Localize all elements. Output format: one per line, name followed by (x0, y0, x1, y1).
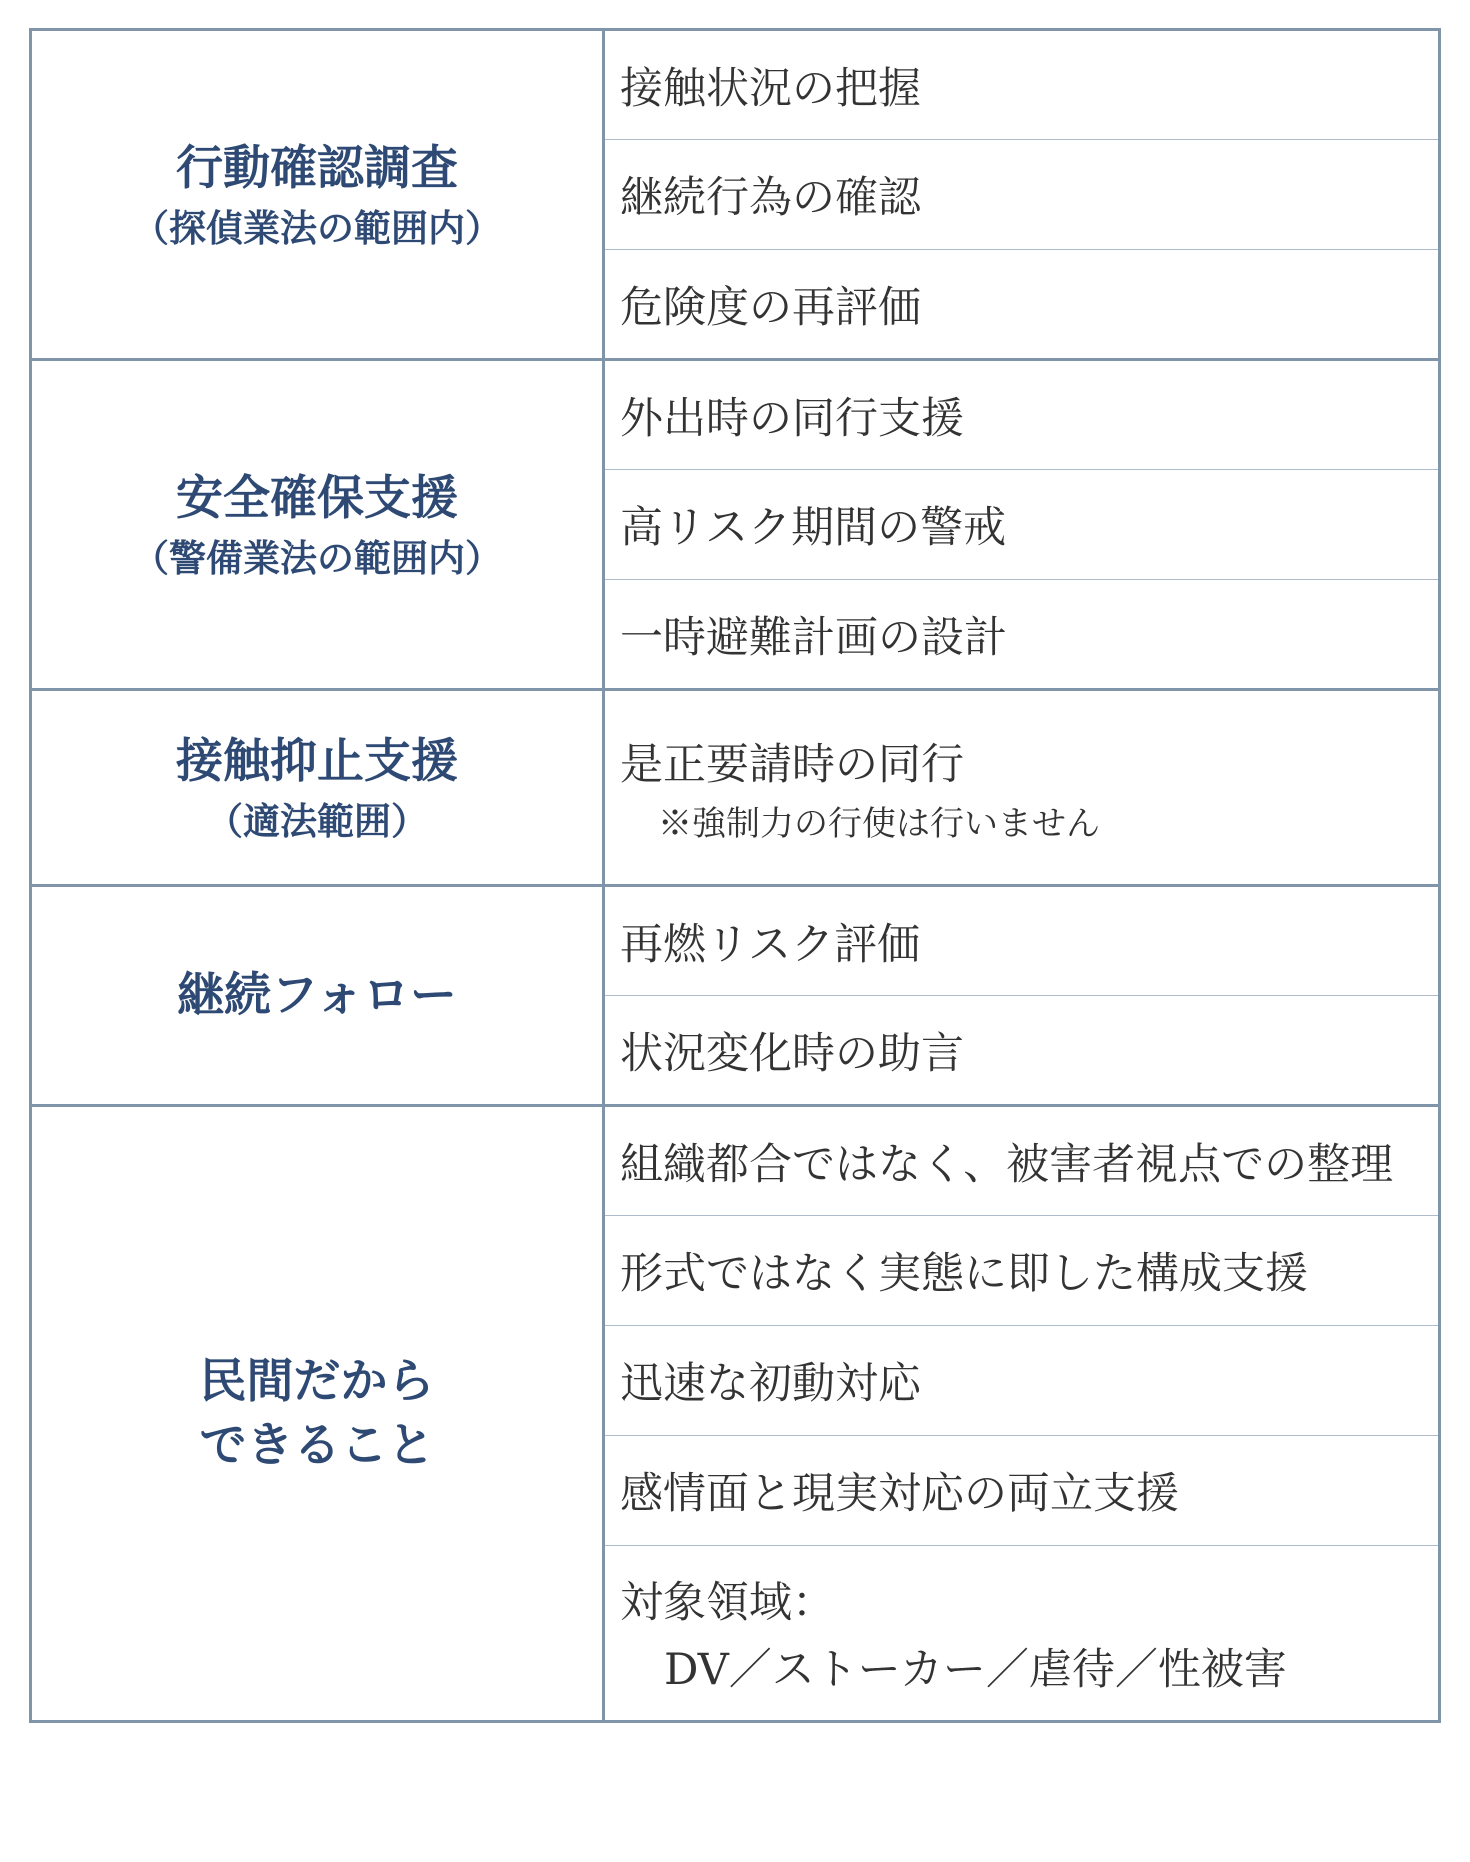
service-item (604, 690, 1440, 886)
service-item-note: ※強制力の行使は行いません (658, 803, 1100, 844)
category-title: 安全確保支援 (176, 470, 458, 526)
service-item: 危険度の再評価 (604, 250, 1440, 360)
service-table (29, 28, 1441, 1723)
table-row (31, 30, 1440, 140)
category-contact-deterrence (31, 690, 604, 886)
service-item: 外出時の同行支援 (604, 360, 1440, 470)
service-item: 状況変化時の助言 (604, 996, 1440, 1106)
service-item-text: 対象領域： (620, 1578, 835, 1628)
category-private-advantage (31, 1106, 604, 1722)
service-item (604, 1546, 1440, 1722)
category-continued-follow (31, 886, 604, 1106)
category-subtitle: （適法範囲） (206, 798, 428, 843)
service-item: 感情面と現実対応の両立支援 (604, 1436, 1440, 1546)
category-title: 接触抑止支援 (176, 733, 458, 789)
service-item-text: 是正要請時の同行 (620, 739, 964, 790)
service-item: 高リスク期間の警戒 (604, 470, 1440, 580)
category-safety-support (31, 360, 604, 690)
service-item: 形式ではなく実態に即した構成支援 (604, 1216, 1440, 1326)
category-title-line1: 民間だから (199, 1353, 435, 1409)
category-behavior-investigation (31, 30, 604, 360)
service-item: 再燃リスク評価 (604, 886, 1440, 996)
category-title: 継続フォロー (177, 967, 457, 1023)
category-title: 行動確認調査 (176, 140, 458, 196)
service-item: 組織都合ではなく、被害者視点での整理 (604, 1106, 1440, 1216)
table-row (31, 1106, 1440, 1216)
service-item: 接触状況の把握 (604, 30, 1440, 140)
category-subtitle: （警備業法の範囲内） (132, 535, 502, 580)
category-title-line2: できること (199, 1417, 435, 1473)
service-item-text-line2: DV／ストーカー／虐待／性被害 (664, 1645, 1287, 1695)
table-row (31, 360, 1440, 470)
service-item: 継続行為の確認 (604, 140, 1440, 250)
service-item: 迅速な初動対応 (604, 1326, 1440, 1436)
table-row (31, 886, 1440, 996)
service-item: 一時避難計画の設計 (604, 580, 1440, 690)
category-subtitle: （探偵業法の範囲内） (132, 205, 502, 250)
table-row (31, 690, 1440, 886)
